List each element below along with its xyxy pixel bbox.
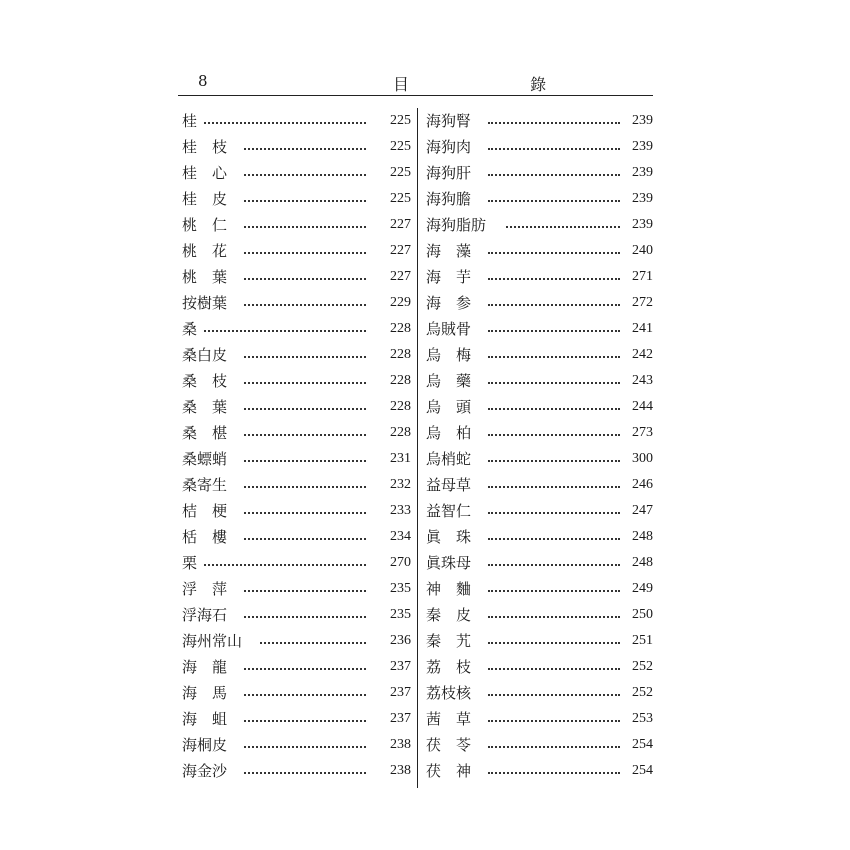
entry-page-number: 243 <box>632 373 653 388</box>
entry-name: 桑螵蛸 <box>182 450 228 468</box>
toc-entry <box>426 238 653 264</box>
entry-name: 海 龍 <box>182 658 228 676</box>
toc-entry <box>426 108 653 134</box>
leader-dots <box>204 122 366 124</box>
toc-entry <box>426 368 653 394</box>
entry-page-number: 239 <box>632 139 653 154</box>
entry-page-number: 228 <box>390 373 411 388</box>
entry-page-number: 231 <box>390 451 411 466</box>
entry-name: 浮 萍 <box>182 580 228 598</box>
toc-entry <box>182 524 411 550</box>
entry-name: 烏 藥 <box>426 372 472 390</box>
entry-page-number: 248 <box>632 529 653 544</box>
toc-entry <box>182 498 411 524</box>
toc-entry <box>426 524 653 550</box>
entry-name: 海狗膽 <box>426 190 472 208</box>
entry-page-number: 238 <box>390 737 411 752</box>
toc-entry <box>426 758 653 784</box>
leader-dots <box>244 304 366 306</box>
entry-name: 桑 枝 <box>182 372 228 390</box>
entry-page-number: 248 <box>632 555 653 570</box>
entry-page-number: 272 <box>632 295 653 310</box>
entry-name: 烏賊骨 <box>426 320 472 338</box>
entry-page-number: 239 <box>632 113 653 128</box>
leader-dots <box>488 616 620 618</box>
entry-name: 海 芋 <box>426 268 472 286</box>
entry-page-number: 271 <box>632 269 653 284</box>
leader-dots <box>244 252 366 254</box>
entry-page-number: 235 <box>390 607 411 622</box>
entry-name: 荔 枝 <box>426 658 472 676</box>
leader-dots <box>488 174 620 176</box>
entry-name: 益智仁 <box>426 502 472 520</box>
entry-name: 海金沙 <box>182 762 228 780</box>
entry-name: 海狗脂肪 <box>426 216 487 234</box>
toc-entry <box>426 680 653 706</box>
toc-entry <box>182 212 411 238</box>
entry-name: 桃 花 <box>182 242 228 260</box>
entry-page-number: 228 <box>390 321 411 336</box>
entry-name: 海 参 <box>426 294 472 312</box>
toc-left-column <box>182 108 411 784</box>
leader-dots <box>488 564 620 566</box>
toc-entry <box>426 316 653 342</box>
entry-name: 海 藻 <box>426 242 472 260</box>
entry-page-number: 253 <box>632 711 653 726</box>
leader-dots <box>244 434 366 436</box>
leader-dots <box>488 122 620 124</box>
entry-page-number: 229 <box>390 295 411 310</box>
leader-dots <box>488 694 620 696</box>
entry-page-number: 235 <box>390 581 411 596</box>
leader-dots <box>488 590 620 592</box>
entry-name: 荔枝核 <box>426 684 472 702</box>
entry-name: 眞珠母 <box>426 554 472 572</box>
leader-dots <box>244 356 366 358</box>
toc-entry <box>182 758 411 784</box>
leader-dots <box>244 200 366 202</box>
entry-page-number: 238 <box>390 763 411 778</box>
entry-page-number: 237 <box>390 685 411 700</box>
leader-dots <box>488 772 620 774</box>
leader-dots <box>244 408 366 410</box>
toc-entry <box>182 316 411 342</box>
toc-entry <box>182 602 411 628</box>
entry-page-number: 228 <box>390 399 411 414</box>
leader-dots <box>244 668 366 670</box>
leader-dots <box>204 564 366 566</box>
page-number: 8 <box>198 72 208 90</box>
entry-name: 烏梢蛇 <box>426 450 472 468</box>
leader-dots <box>244 486 366 488</box>
entry-name: 秦 艽 <box>426 632 472 650</box>
entry-name: 栗 <box>182 554 198 572</box>
toc-entry <box>182 654 411 680</box>
toc-entry <box>182 238 411 264</box>
entry-page-number: 228 <box>390 347 411 362</box>
toc-entry <box>182 706 411 732</box>
leader-dots <box>244 746 366 748</box>
entry-page-number: 225 <box>390 191 411 206</box>
toc-entry <box>426 342 653 368</box>
entry-page-number: 228 <box>390 425 411 440</box>
entry-page-number: 249 <box>632 581 653 596</box>
entry-name: 桃 葉 <box>182 268 228 286</box>
entry-page-number: 227 <box>390 243 411 258</box>
entry-name: 眞 珠 <box>426 528 472 546</box>
leader-dots <box>244 382 366 384</box>
toc-entry <box>426 212 653 238</box>
toc-entry <box>426 394 653 420</box>
entry-page-number: 254 <box>632 737 653 752</box>
entry-page-number: 225 <box>390 139 411 154</box>
toc-entry <box>182 680 411 706</box>
entry-page-number: 270 <box>390 555 411 570</box>
entry-name: 烏 柏 <box>426 424 472 442</box>
toc-entry <box>182 160 411 186</box>
entry-page-number: 252 <box>632 685 653 700</box>
toc-entry <box>182 290 411 316</box>
toc-entry <box>426 550 653 576</box>
entry-name: 桂 枝 <box>182 138 228 156</box>
leader-dots <box>488 408 620 410</box>
leader-dots <box>488 486 620 488</box>
entry-name: 桂 皮 <box>182 190 228 208</box>
toc-entry <box>426 472 653 498</box>
leader-dots <box>488 356 620 358</box>
leader-dots <box>488 668 620 670</box>
entry-page-number: 241 <box>632 321 653 336</box>
leader-dots <box>488 434 620 436</box>
entry-page-number: 273 <box>632 425 653 440</box>
leader-dots <box>244 616 366 618</box>
toc-right-column <box>426 108 653 784</box>
entry-name: 桑寄生 <box>182 476 228 494</box>
leader-dots <box>244 720 366 722</box>
leader-dots <box>244 174 366 176</box>
leader-dots <box>506 226 620 228</box>
toc-entry <box>426 498 653 524</box>
leader-dots <box>488 304 620 306</box>
entry-page-number: 225 <box>390 165 411 180</box>
toc-entry <box>426 290 653 316</box>
toc-entry <box>426 446 653 472</box>
leader-dots <box>488 330 620 332</box>
entry-name: 浮海石 <box>182 606 228 624</box>
toc-entry <box>426 160 653 186</box>
toc-entry <box>182 420 411 446</box>
leader-dots <box>488 460 620 462</box>
toc-entry <box>182 342 411 368</box>
entry-name: 海狗腎 <box>426 112 472 130</box>
entry-page-number: 239 <box>632 165 653 180</box>
entry-page-number: 240 <box>632 243 653 258</box>
entry-name: 按樹葉 <box>182 294 228 312</box>
leader-dots <box>244 226 366 228</box>
entry-name: 海桐皮 <box>182 736 228 754</box>
entry-name: 桑 葉 <box>182 398 228 416</box>
entry-name: 海 馬 <box>182 684 228 702</box>
entry-name: 海狗肉 <box>426 138 472 156</box>
entry-page-number: 227 <box>390 269 411 284</box>
leader-dots <box>488 148 620 150</box>
entry-name: 茯 苓 <box>426 736 472 754</box>
entry-name: 茜 草 <box>426 710 472 728</box>
entry-page-number: 252 <box>632 659 653 674</box>
entry-page-number: 236 <box>390 633 411 648</box>
entry-name: 桑白皮 <box>182 346 228 364</box>
toc-entry <box>182 446 411 472</box>
leader-dots <box>244 278 366 280</box>
entry-name: 桂 <box>182 112 198 130</box>
entry-name: 桔 梗 <box>182 502 228 520</box>
entry-page-number: 254 <box>632 763 653 778</box>
toc-entry <box>426 732 653 758</box>
leader-dots <box>244 590 366 592</box>
toc-entry <box>182 368 411 394</box>
entry-page-number: 247 <box>632 503 653 518</box>
toc-entry <box>182 550 411 576</box>
leader-dots <box>260 642 366 644</box>
toc-entry <box>182 264 411 290</box>
entry-page-number: 242 <box>632 347 653 362</box>
entry-name: 秦 皮 <box>426 606 472 624</box>
toc-entry <box>182 186 411 212</box>
entry-page-number: 225 <box>390 113 411 128</box>
leader-dots <box>204 330 366 332</box>
entry-name: 桃 仁 <box>182 216 228 234</box>
leader-dots <box>244 772 366 774</box>
toc-entry <box>182 108 411 134</box>
entry-name: 栝 樓 <box>182 528 228 546</box>
toc-entry <box>182 394 411 420</box>
entry-name: 海狗肝 <box>426 164 472 182</box>
leader-dots <box>488 252 620 254</box>
entry-page-number: 246 <box>632 477 653 492</box>
entry-page-number: 232 <box>390 477 411 492</box>
page-header <box>178 72 653 94</box>
leader-dots <box>488 538 620 540</box>
entry-name: 桑 椹 <box>182 424 228 442</box>
toc-entry <box>426 654 653 680</box>
entry-page-number: 239 <box>632 191 653 206</box>
toc-entry <box>182 472 411 498</box>
toc-entry <box>182 134 411 160</box>
header-rule <box>178 95 653 96</box>
leader-dots <box>488 746 620 748</box>
entry-page-number: 234 <box>390 529 411 544</box>
toc-entry <box>426 420 653 446</box>
leader-dots <box>488 642 620 644</box>
toc-entry <box>426 602 653 628</box>
entry-page-number: 250 <box>632 607 653 622</box>
entry-page-number: 300 <box>632 451 653 466</box>
toc-entry <box>426 264 653 290</box>
leader-dots <box>488 382 620 384</box>
entry-page-number: 251 <box>632 633 653 648</box>
entry-name: 烏 頭 <box>426 398 472 416</box>
entry-name: 益母草 <box>426 476 472 494</box>
entry-name: 神 麯 <box>426 580 472 598</box>
entry-page-number: 237 <box>390 711 411 726</box>
leader-dots <box>244 512 366 514</box>
page-title: 目 錄 <box>393 75 605 94</box>
leader-dots <box>244 460 366 462</box>
leader-dots <box>488 200 620 202</box>
entry-page-number: 237 <box>390 659 411 674</box>
leader-dots <box>488 278 620 280</box>
toc-entry <box>182 732 411 758</box>
entry-name: 桑 <box>182 320 198 338</box>
toc-entry <box>426 628 653 654</box>
entry-name: 海 蛆 <box>182 710 228 728</box>
toc-entry <box>426 186 653 212</box>
toc-entry <box>182 576 411 602</box>
entry-name: 海州常山 <box>182 632 243 650</box>
leader-dots <box>488 512 620 514</box>
entry-page-number: 239 <box>632 217 653 232</box>
toc-entry <box>426 576 653 602</box>
entry-page-number: 244 <box>632 399 653 414</box>
leader-dots <box>244 538 366 540</box>
entry-page-number: 233 <box>390 503 411 518</box>
toc-entry <box>182 628 411 654</box>
entry-name: 桂 心 <box>182 164 228 182</box>
toc-entry <box>426 134 653 160</box>
entry-name: 烏 梅 <box>426 346 472 364</box>
leader-dots <box>244 694 366 696</box>
leader-dots <box>244 148 366 150</box>
entry-name: 茯 神 <box>426 762 472 780</box>
leader-dots <box>488 720 620 722</box>
column-divider <box>417 108 418 788</box>
entry-page-number: 227 <box>390 217 411 232</box>
toc-entry <box>426 706 653 732</box>
